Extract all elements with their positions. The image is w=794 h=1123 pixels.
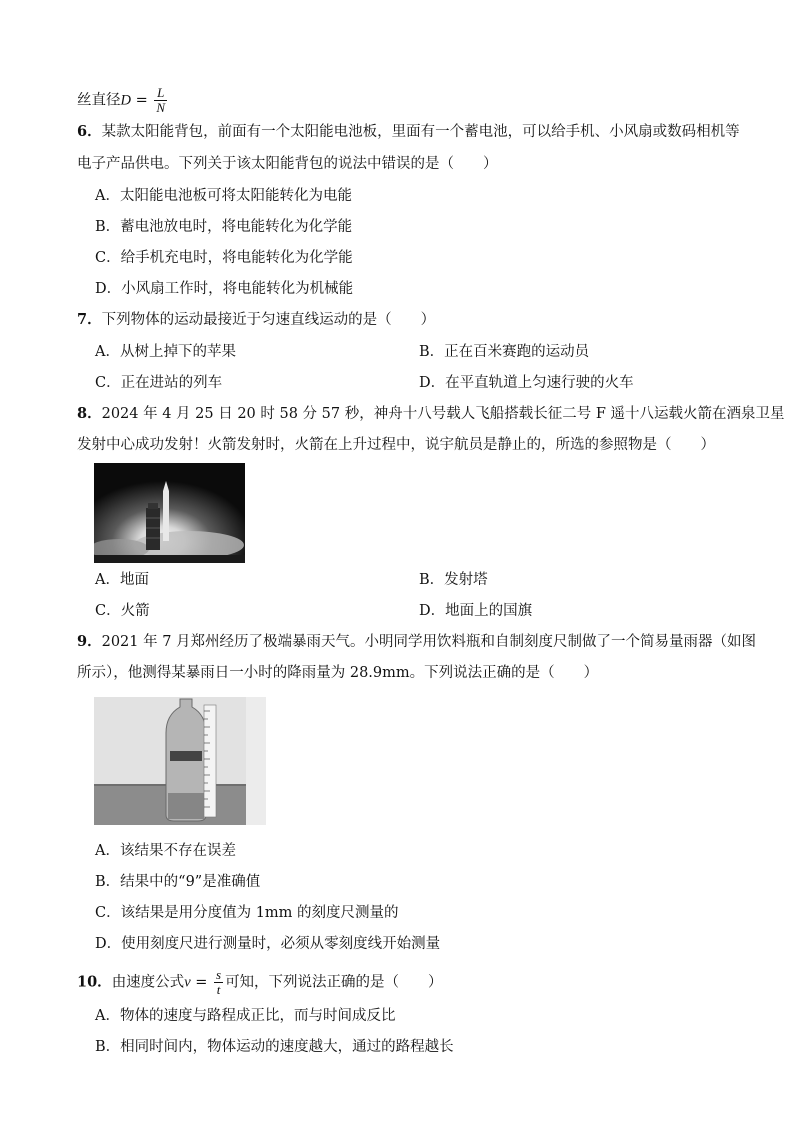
question-number: 7． xyxy=(77,311,102,328)
q9-option-b[interactable]: B．结果中的“9”是准确值 xyxy=(95,874,261,890)
q8-option-c[interactable]: C．火箭 xyxy=(95,603,150,619)
carry-text: 丝直径 xyxy=(77,92,121,109)
formula-var-v: v xyxy=(184,974,191,991)
q6-option-d[interactable]: D．小风扇工作时，将电能转化为机械能 xyxy=(95,281,354,297)
question-7-line-1 xyxy=(77,310,435,330)
frac-denominator: t xyxy=(216,982,221,997)
q10-option-b[interactable]: B．相同时间内，物体运动的速度越大，通过的路程越长 xyxy=(95,1039,454,1055)
q10-option-a[interactable]: A．物体的速度与路程成正比，而与时间成反比 xyxy=(95,1008,396,1024)
q9-option-a[interactable]: A．该结果不存在误差 xyxy=(95,843,236,859)
formula-equals: = xyxy=(130,92,153,109)
frac-denominator: N xyxy=(156,100,166,115)
q7-option-b[interactable]: B．正在百米赛跑的运动员 xyxy=(419,344,590,360)
question-9-line-1 xyxy=(77,632,756,652)
frac-numerator: L xyxy=(154,86,167,101)
rain-gauge-bottle-photo xyxy=(94,697,266,825)
question-text: 2024 年 4 月 25 日 20 时 58 分 57 秒，神舟十八号载人飞船搭载长征二号 F 遥十八运载火箭在酒泉卫星 xyxy=(101,406,785,422)
q9-option-d[interactable]: D．使用刻度尺进行测量时，必须从零刻度线开始测量 xyxy=(95,936,441,952)
question-9-line-2: 所示），他测得某暴雨日一小时的降雨量为 28.9mm。下列说法正确的是（ ） xyxy=(77,665,599,681)
q7-option-c[interactable]: C．正在进站的列车 xyxy=(95,375,223,391)
question-8-line-1 xyxy=(77,404,785,424)
question-text: 某款太阳能背包，前面有一个太阳能电池板，里面有一个蓄电池，可以给手机、小风扇或数码相机等 xyxy=(101,124,740,140)
question-number: 9． xyxy=(77,633,102,650)
rocket-launch-photo xyxy=(94,463,245,563)
q8-option-d[interactable]: D．地面上的国旗 xyxy=(419,603,533,619)
question-text: 下列物体的运动最接近于匀速直线运动的是（ ） xyxy=(101,312,436,328)
q6-option-b[interactable]: B．蓄电池放电时，将电能转化为化学能 xyxy=(95,219,353,235)
q6-option-a[interactable]: A．太阳能电池板可将太阳能转化为电能 xyxy=(95,188,352,204)
carry-over-line xyxy=(77,86,169,115)
question-text: 2021 年 7 月郑州经历了极端暴雨天气。小明同学用饮料瓶和自制刻度尺制做了一个简易量雨器（如图 xyxy=(101,634,757,650)
q9-option-c[interactable]: C．该结果是用分度值为 1mm 的刻度尺测量的 xyxy=(95,905,399,921)
question-6-line-1 xyxy=(77,122,740,142)
question-number: 6． xyxy=(77,123,102,140)
question-number: 8． xyxy=(77,405,102,422)
q7-option-a[interactable]: A．从树上掉下的苹果 xyxy=(95,344,236,360)
question-6-line-2: 电子产品供电。下列关于该太阳能背包的说法中错误的是（ ） xyxy=(77,156,498,172)
q8-option-b[interactable]: B．发射塔 xyxy=(419,572,488,588)
question-text-pre: 由速度公式 xyxy=(111,974,185,991)
formula-fraction-l-over-n xyxy=(154,86,167,115)
frac-numerator: s xyxy=(216,967,222,982)
question-text-post: 可知，下列说法正确的是（ ） xyxy=(225,974,443,991)
q8-option-a[interactable]: A．地面 xyxy=(95,572,149,588)
formula-var-d: D xyxy=(120,92,131,109)
question-number: 10． xyxy=(77,973,112,991)
formula-fraction-s-over-t xyxy=(214,968,223,997)
question-8-line-2: 发射中心成功发射！火箭发射时，火箭在上升过程中，说宇航员是静止的，所选的参照物是（ ） xyxy=(77,437,715,453)
formula-equals: = xyxy=(190,974,212,991)
question-10-line-1 xyxy=(77,968,443,997)
q6-option-c[interactable]: C．给手机充电时，将电能转化为化学能 xyxy=(95,250,353,266)
q7-option-d[interactable]: D．在平直轨道上匀速行驶的火车 xyxy=(419,375,634,391)
